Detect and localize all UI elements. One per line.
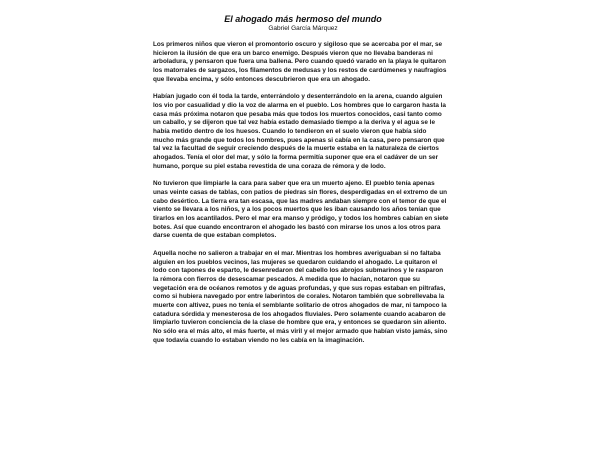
document-body <box>153 41 449 346</box>
paragraph: Aquella noche no salieron a trabajar en el mar. Mientras los hombres averiguaban si no faltaba alguien en los pueblos vecinos, las mujeres se quedaron cuidando el ahogado. Le quitaron el lodo con tapones de esparto, le desenredaron del cabello los abrojos submarinos y le rasparon la rémora con fierros de desescamar pescados. A medida que lo hacían, notaron que su vegetación era de océanos remotos y de aguas profundas, y que sus ropas estaban en piltrafas, como si hubiera navegado por entre laberintos de corales. Notaron también que sobrellevaba la muerte con altivez, pues no tenía el semblante solitario de otros ahogados de mar, ni tampoco la catadura sórdida y menesterosa de los ahogados fluviales. Pero solamente cuando acabaron de limpiarlo tuvieron conciencia de la clase de hombre que era, y entonces se quedaron sin aliento. No sólo era el más alto, el más fuerte, el más viril y el mejor armado que habían visto jamás, sino que todavía cuando lo estaban viendo no les cabía en la imaginación. <box>153 249 448 344</box>
document-title: El ahogado más hermoso del mundo <box>224 14 382 24</box>
paragraph: No tuvieron que limpiarle la cara para saber que era un muerto ajeno. El pueblo tenía apenas unas veinte casas de tablas, con patios de piedras sin flores, desperdigadas en el extremo de un cabo desértico. La tierra era tan escasa, que las madres andaban siempre con el temor de que el viento se llevara a los niños, y a los pocos muertos que les iban causando los años tenían que tirarlos en los acantilados. Pero el mar era manso y pródigo, y todos los hombres cabían en siete botes. Así que cuando encontraron el ahogado les bastó con mirarse los unos a los otros para darse cuenta de que estaban completos. <box>153 180 449 240</box>
paragraph: Habían jugado con él toda la tarde, enterrándolo y desenterrándolo en la arena, cuando alguien los vio por casualidad y dio la voz de alarma en el pueblo. Los hombres que lo cargaron hasta la casa más próxima notaron que pesaba más que todos los muertos conocidos, casi tanto como un caballo, y se dijeron que tal vez había estado demasiado tiempo a la deriva y el agua se le había metido dentro de los huesos. Cuando lo tendieron en el suelo vieron que había sido mucho más grande que todos los hombres, pues apenas si cabía en la casa, pero pensaron que tal vez la facultad de seguir creciendo después de la muerte estaba en la naturaleza de ciertos ahogados. Tenía el olor del mar, y sólo la forma permitía suponer que era el cadáver de un ser humano, porque su piel estaba revestida de una coraza de rémora y de lodo. <box>153 93 446 170</box>
paragraph: Los primeros niños que vieron el promontorio oscuro y sigiloso que se acercaba por el mar, se hicieron la ilusión de que era un barco enemigo. Después vieron que no llevaba banderas ni arboladura, y pensaron que fuera una ballena. Pero cuando quedó varado en la playa le quitaron los matorrales de sargazos, los filamentos de medusas y los restos de cardúmenes y naufragios que llevaba encima, y sólo entonces descubrieron que era un ahogado. <box>153 41 447 83</box>
document-author: Gabriel García Márquez <box>268 25 338 32</box>
